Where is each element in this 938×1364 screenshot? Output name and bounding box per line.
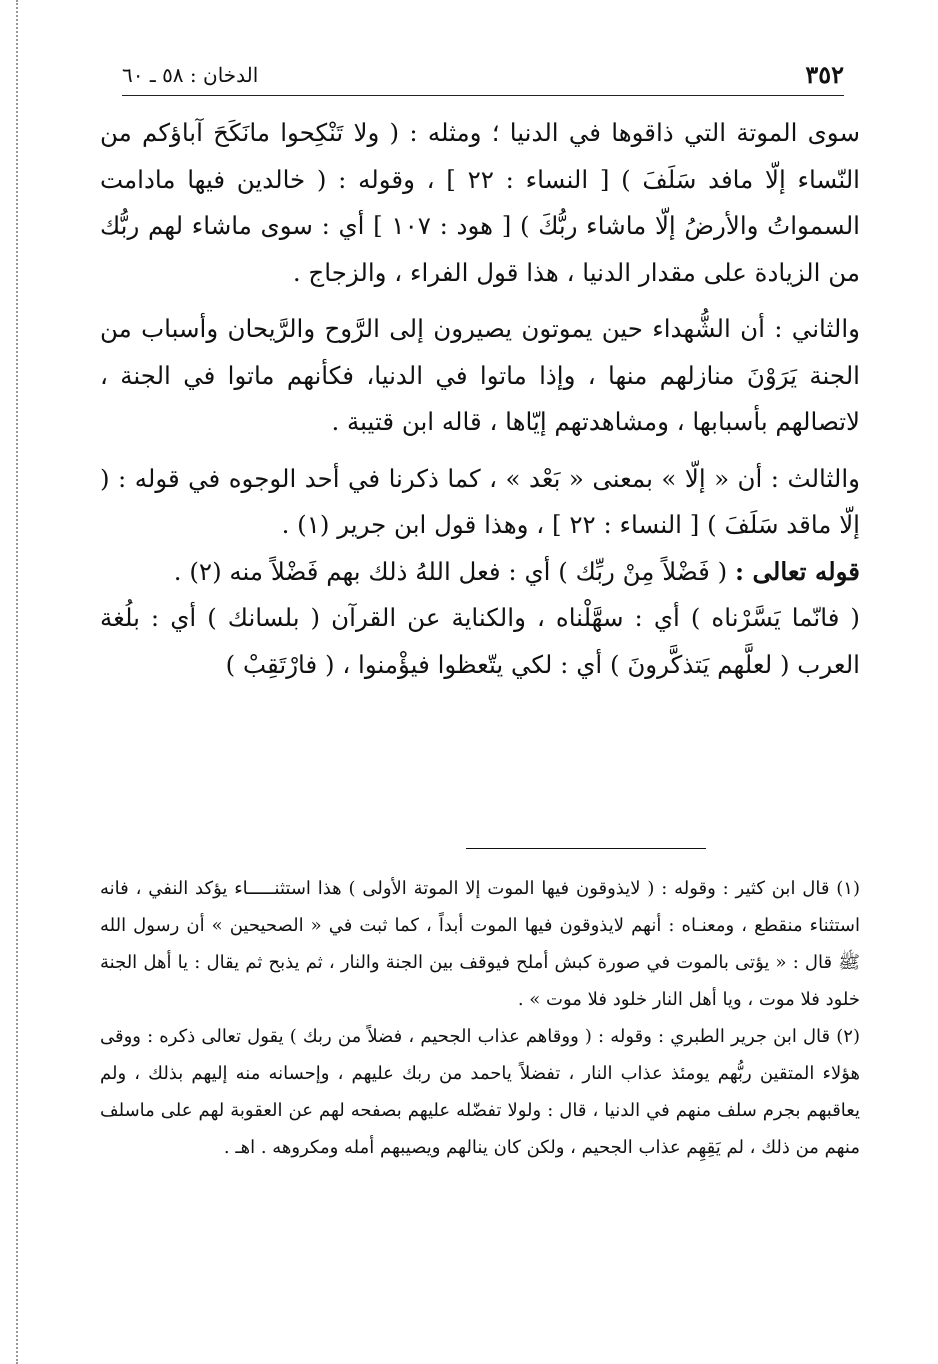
footnote-2: (٢) قال ابن جرير الطبري : وقوله : ( ووقاهم عذاب الجحيم ، فضلاً من ربك ) يقول تعالى ذكره : ووقى هؤلاء المتقين ربُّهم يومئذ عذاب النار ، تفضلاً ياحمد من ربك عليهم ، وإحسانه منه إليهم بذلك ، ولم يعاقبهم بجرم سلف منهم في الدنيا ، قال : ولولا تفضّله عليهم بصفحه لهم عن العقوبة لهم على ماسلف منهم من ذلك ، لم يَقِهِم عذاب الجحيم ، ولكن كان ينالهم ويصيبهم أمله ومكروهه . اهـ . [100, 1026, 860, 1158]
page-number: ٣٥٢ [805, 60, 844, 89]
binding-margin-dots [16, 0, 18, 1364]
paragraph-third-view: والثالث : أن « إلّا » بمعنى « بَعْد » ، كما ذكرنا في أحد الوجوه في قوله : ( إلّا ماقد سَلَفَ ) [ النساء : ٢٢ ] ، وهذا قول ابن جرير (١) . [100, 463, 860, 539]
verse-commentary-text: ( فَضْلاً مِنْ ربِّك ) أي : فعل اللهُ ذلك بهم فَضْلاً منه (٢) . [173, 556, 728, 586]
footnote-divider [466, 848, 706, 849]
book-page [100, 60, 860, 688]
verse-lead-label: قوله تعالى : [734, 556, 860, 586]
footnote-1: (١) قال ابن كثير : وقوله : ( لايذوقون فيها الموت إلا الموتة الأولى ) هذا استثنـــــاء يؤكد النفي ، فانه استثناء منقطع ، ومعنـاه : أنهم لايذوقون فيها الموت أبداً ، كما ثبت في « الصحيحين » أن رسول الله ﷺ قال : « يؤتى بالموت في صورة كبش أملح فيوقف بين الجنة والنار ، ثم يذبح ثم يقال : يا أهل الجنة خلود فلا موت ، ويا أهل النار خلود فلا موت » . [100, 878, 860, 1010]
footnotes [100, 870, 860, 1166]
main-text [100, 110, 860, 688]
paragraph-final: ( فانّما يَسَّرْناه ) أي : سهَّلْناه ، والكناية عن القرآن ( بلسانك ) أي : بلُغة العرب ( لعلَّهم يَتذكَّرونَ ) أي : لكي يتّعظوا فيؤْمنوا ، ( فارْتَقِبْ ) [100, 603, 860, 679]
running-header [122, 60, 844, 96]
surah-verse-reference: الدخان : ٥٨ ـ ٦٠ [122, 62, 259, 87]
paragraph-second-view: والثاني : أن الشُّهداء حين يموتون يصيرون إلى الرَّوح والرَّيحان وأسباب من الجنة يَرَوْنَ منازلهم منها ، وإذا ماتوا في الدنيا، فكأنهم ماتوا في الجنة ، لاتصالهم بأسبابها ، ومشاهدتهم إيّاها ، قاله ابن قتيبة . [100, 314, 860, 436]
paragraph-verse-commentary [100, 549, 860, 596]
paragraph-continuation: سوى الموتة التي ذاقوها في الدنيا ؛ ومثله : ( ولا تَنْكِحوا مانَكَحَ آباؤكم من النّساء إلّا مافد سَلَفَ ) [ النساء : ٢٢ ] ، وقوله : ( خالدين فيها مادامت السمواتُ والأرضُ إلّا ماشاء ربُّكَ ) [ هود : ١٠٧ ] أي : سوى ماشاء لهم ربُّك من الزيادة على مقدار الدنيا ، هذا قول الفراء ، والزجاج . [100, 118, 860, 287]
